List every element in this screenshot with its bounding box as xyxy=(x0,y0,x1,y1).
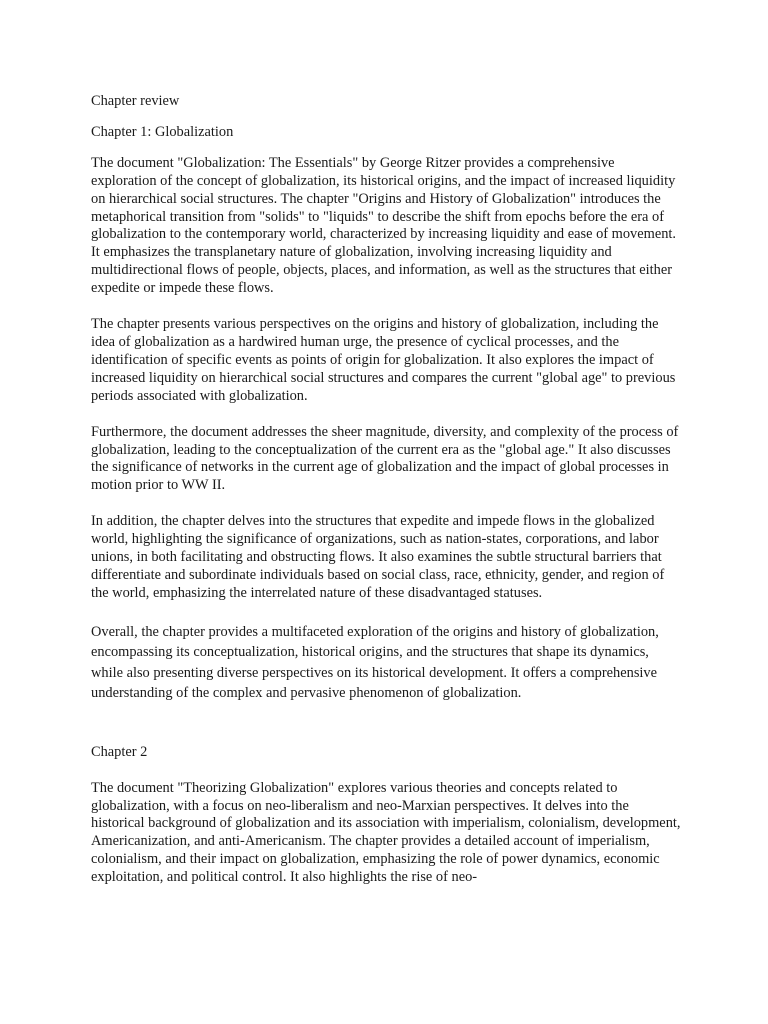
chapter-1-paragraph: In addition, the chapter delves into the structures that expedite and impede flows in the globalized world, highlighting the significance of organizations, such as nation-states, corporations, and labor unions, in both facilitating and obstructing flows. It also examines the subtle structural barriers that differentiate and subordinate individuals based on social class, race, ethnicity, gender, and region of the world, emphasizing the interrelated nature of these disadvantaged statuses. xyxy=(91,513,665,601)
chapter-2-heading: Chapter 2 xyxy=(91,743,148,760)
chapter-1-heading: Chapter 1: Globalization xyxy=(91,123,234,140)
chapter-2-paragraph: The document "Theorizing Globalization" explores various theories and concepts related to globalization, with a focus on neo-liberalism and neo-Marxian perspectives. It delves into the historical background of globalization and its association with imperialism, colonialism, development, Americanization, and anti-Americanism. The chapter provides a detailed account of imperialism, colonialism, and their impact on globalization, emphasizing the role of power dynamics, economic exploitation, and political control. It also highlights the rise of neo- xyxy=(91,779,681,886)
chapter-1-paragraph: The chapter presents various perspectives on the origins and history of globalization, including the idea of globalization as a hardwired human urge, the presence of cyclical processes, and the identification of specific events as points of origin for globalization. It also explores the impact of increased liquidity on hierarchical social structures and compares the current "global age" to previous periods associated with globalization. xyxy=(91,316,676,404)
chapter-1-paragraph: Furthermore, the document addresses the sheer magnitude, diversity, and complexity of the process of globalization, leading to the conceptualization of the current era as the "global age." It also discusses the significance of networks in the current age of globalization and the impact of global processes in motion prior to WW II. xyxy=(91,423,679,494)
chapter-1-paragraph: The document "Globalization: The Essentials" by George Ritzer provides a comprehensive exploration of the concept of globalization, its historical origins, and the impact of increased liquidity on hierarchical social structures. The chapter "Origins and History of Globalization" introduces the metaphorical transition from "solids" to "liquids" to describe the shift from epochs before the era of globalization to the contemporary world, characterized by increasing liquidity and ease of movement. It emphasizes the transplanetary nature of globalization, involving increasing liquidity and multidirectional flows of people, objects, places, and information, as well as the structures that either expedite or impede these flows. xyxy=(91,154,677,297)
document-page xyxy=(91,93,681,887)
chapter-1-paragraph: Overall, the chapter provides a multifaceted exploration of the origins and history of globalization, encompassing its conceptualization, historical origins, and the structures that shape its dynamics, while also presenting diverse perspectives on its historical development. It offers a comprehensive understanding of the complex and pervasive phenomenon of globalization. xyxy=(91,623,659,702)
document-title: Chapter review xyxy=(91,93,180,109)
